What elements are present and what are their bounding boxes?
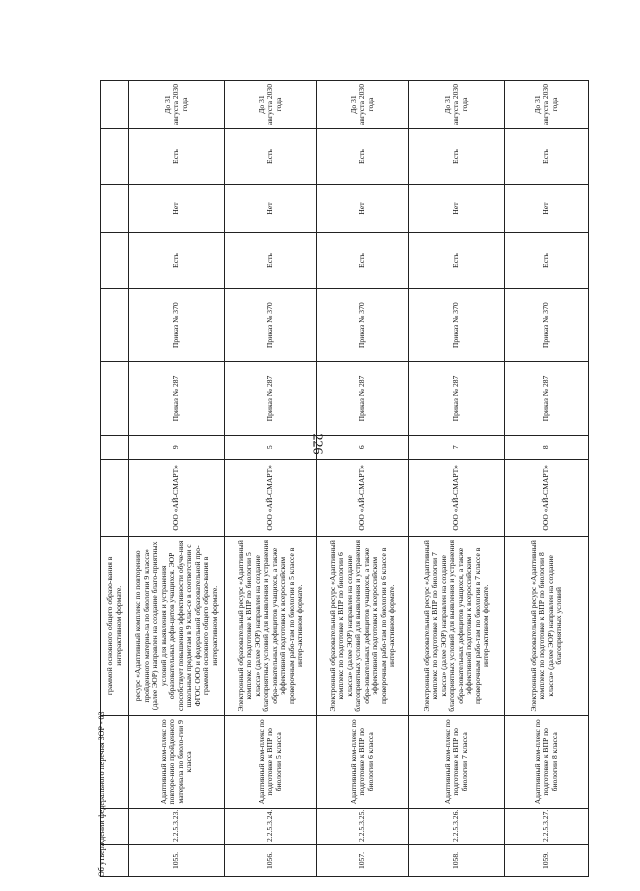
organization-cell: ООО «АЙ-СМАРТ»	[317, 459, 409, 536]
resource-description-cell: граммой основного общего образо-вания в интерактивном формате.	[101, 537, 129, 716]
resource-title-cell: Адаптивный ком-плекс по подготовке к ВПР по биологии 5 класса	[225, 715, 317, 808]
row-number-cell: 1057.	[317, 845, 409, 877]
order-287-cell: Приказ № 287	[505, 362, 589, 435]
valid-until-cell: До 31 августа 2030 года	[505, 81, 589, 129]
order-287-cell: Приказ № 287	[225, 362, 317, 435]
registry-table	[100, 80, 589, 877]
availability-1-cell	[101, 233, 129, 289]
availability-1-cell: Есть	[225, 233, 317, 289]
organization-cell: ООО «АЙ-СМАРТ»	[129, 459, 225, 536]
resource-description-cell: Электронный образовательный ресурс «Адаптивный комплекс по подготовке к ВПР по биологии 5 класса» (далее ЭОР) направлен на создание благоприятных условий для выявления и устранения обра-зовательных дефицитов учащихся, а также эффективной подготовки к всероссийским проверочным рабо-там по биологии в 5 классе в интер-активном формате.	[225, 537, 317, 716]
grade-cell: 5	[225, 435, 317, 459]
grade-cell: 8	[505, 435, 589, 459]
availability-2-cell: Нет	[317, 185, 409, 233]
rotated-registry-table-container	[100, 80, 588, 877]
availability-1-cell: Есть	[505, 233, 589, 289]
order-287-cell: Приказ № 287	[409, 362, 505, 435]
availability-2-cell	[101, 185, 129, 233]
resource-description-cell: Электронный образовательный ресурс «Адаптивный комплекс по подготовке к ВПР по биологии 7 класса» (далее ЭОР) направлен на создание благоприятных условий для выявления и устранения обра-зовательных дефицитов учащихся, а также эффективной подготовки к всероссийским проверочным рабо-там по биологии в 7 классе в интер-активном формате.	[409, 537, 505, 716]
resource-title-cell: Адаптивный ком-плекс по подготовке к ВПР по биологии 7 класса	[409, 715, 505, 808]
grade-cell	[101, 435, 129, 459]
availability-2-cell: Нет	[225, 185, 317, 233]
resource-description-cell: ресурс «Адаптивный комплекс по повторению пройденного материа-ла по биологии 9 класса» (далее ЭОР) направлен на создание благо-приятных условий для выявления и устранения образовательных дефи-цитов учащихся. ЭОР способствует повышению эффективности обуче-ния школьным предметам в 9 клас-се в соответствии с ФГОС ООО и федеральной образовательной про-граммой основного общего образо-вания в интерактивном формате.	[129, 537, 225, 716]
resource-description-cell: Электронный образовательный ресурс «Адаптивный комплекс по подготовке к ВПР по биологии 6 класса» (далее ЭОР) направлен на создание благоприятных условий для выявления и устранения обра-зовательных дефицитов учащихся, а также эффективной подготовки к всероссийским проверочным рабо-там по биологии в 6 классе в интер-активном формате.	[317, 537, 409, 716]
row-number-cell: 1059.	[505, 845, 589, 877]
availability-1-cell: Есть	[409, 233, 505, 289]
order-370-cell: Приказ № 370	[409, 289, 505, 362]
row-number-cell: 1056.	[225, 845, 317, 877]
grade-cell: 9	[129, 435, 225, 459]
availability-3-cell: Есть	[409, 129, 505, 185]
table-row	[129, 81, 225, 877]
table-row	[409, 81, 505, 877]
footnote: Об утверждении федерального перечня ЗОР - 03	[97, 711, 106, 877]
valid-until-cell: До 31 августа 2030 года	[317, 81, 409, 129]
availability-3-cell: Есть	[505, 129, 589, 185]
organization-cell: ООО «АЙ-СМАРТ»	[225, 459, 317, 536]
resource-title-cell: Адаптивный ком-плекс по подготовке к ВПР по биологии 8 класса	[505, 715, 589, 808]
resource-title-cell: Адаптивный ком-плекс по повторе-нию пройденного материала по биоло-гии 9 класса	[129, 715, 225, 808]
valid-until-cell: До 31 августа 2030 года	[225, 81, 317, 129]
valid-until-cell	[101, 81, 129, 129]
availability-2-cell: Нет	[409, 185, 505, 233]
row-code-cell: 2.2.5.3.26.	[409, 809, 505, 845]
row-code-cell: 2.2.5.3.25.	[317, 809, 409, 845]
grade-cell: 7	[409, 435, 505, 459]
order-370-cell: Приказ № 370	[225, 289, 317, 362]
table-row	[225, 81, 317, 877]
order-287-cell: Приказ № 287	[317, 362, 409, 435]
organization-cell: ООО «АЙ-СМАРТ»	[409, 459, 505, 536]
order-287-cell: Приказ № 287	[129, 362, 225, 435]
row-code-cell: 2.2.5.3.27.	[505, 809, 589, 845]
order-370-cell	[101, 289, 129, 362]
availability-3-cell: Есть	[225, 129, 317, 185]
order-287-cell	[101, 362, 129, 435]
valid-until-cell: До 31 августа 2030 года	[129, 81, 225, 129]
availability-1-cell: Есть	[317, 233, 409, 289]
table-row	[317, 81, 409, 877]
row-number-cell: 1055.	[129, 845, 225, 877]
availability-2-cell: Нет	[505, 185, 589, 233]
availability-3-cell: Есть	[317, 129, 409, 185]
table-row	[505, 81, 589, 877]
order-370-cell: Приказ № 370	[505, 289, 589, 362]
row-number-cell: 1058.	[409, 845, 505, 877]
availability-1-cell: Есть	[129, 233, 225, 289]
order-370-cell: Приказ № 370	[129, 289, 225, 362]
resource-description-cell: Электронный образовательный ресурс «Адаптивный комплекс по подготовке к ВПР по биологии 8 класса» (далее ЭОР) направлен на создание благоприятных условий	[505, 537, 589, 716]
availability-3-cell	[101, 129, 129, 185]
order-370-cell: Приказ № 370	[317, 289, 409, 362]
grade-cell: 6	[317, 435, 409, 459]
resource-title-cell: Адаптивный ком-плекс по подготовке к ВПР по биологии 6 класса	[317, 715, 409, 808]
page-number: 226	[309, 433, 325, 455]
availability-2-cell: Нет	[129, 185, 225, 233]
availability-3-cell: Есть	[129, 129, 225, 185]
row-code-cell: 2.2.5.3.23.	[129, 809, 225, 845]
organization-cell: ООО «АЙ-СМАРТ»	[505, 459, 589, 536]
valid-until-cell: До 31 августа 2030 года	[409, 81, 505, 129]
row-code-cell: 2.2.5.3.24.	[225, 809, 317, 845]
